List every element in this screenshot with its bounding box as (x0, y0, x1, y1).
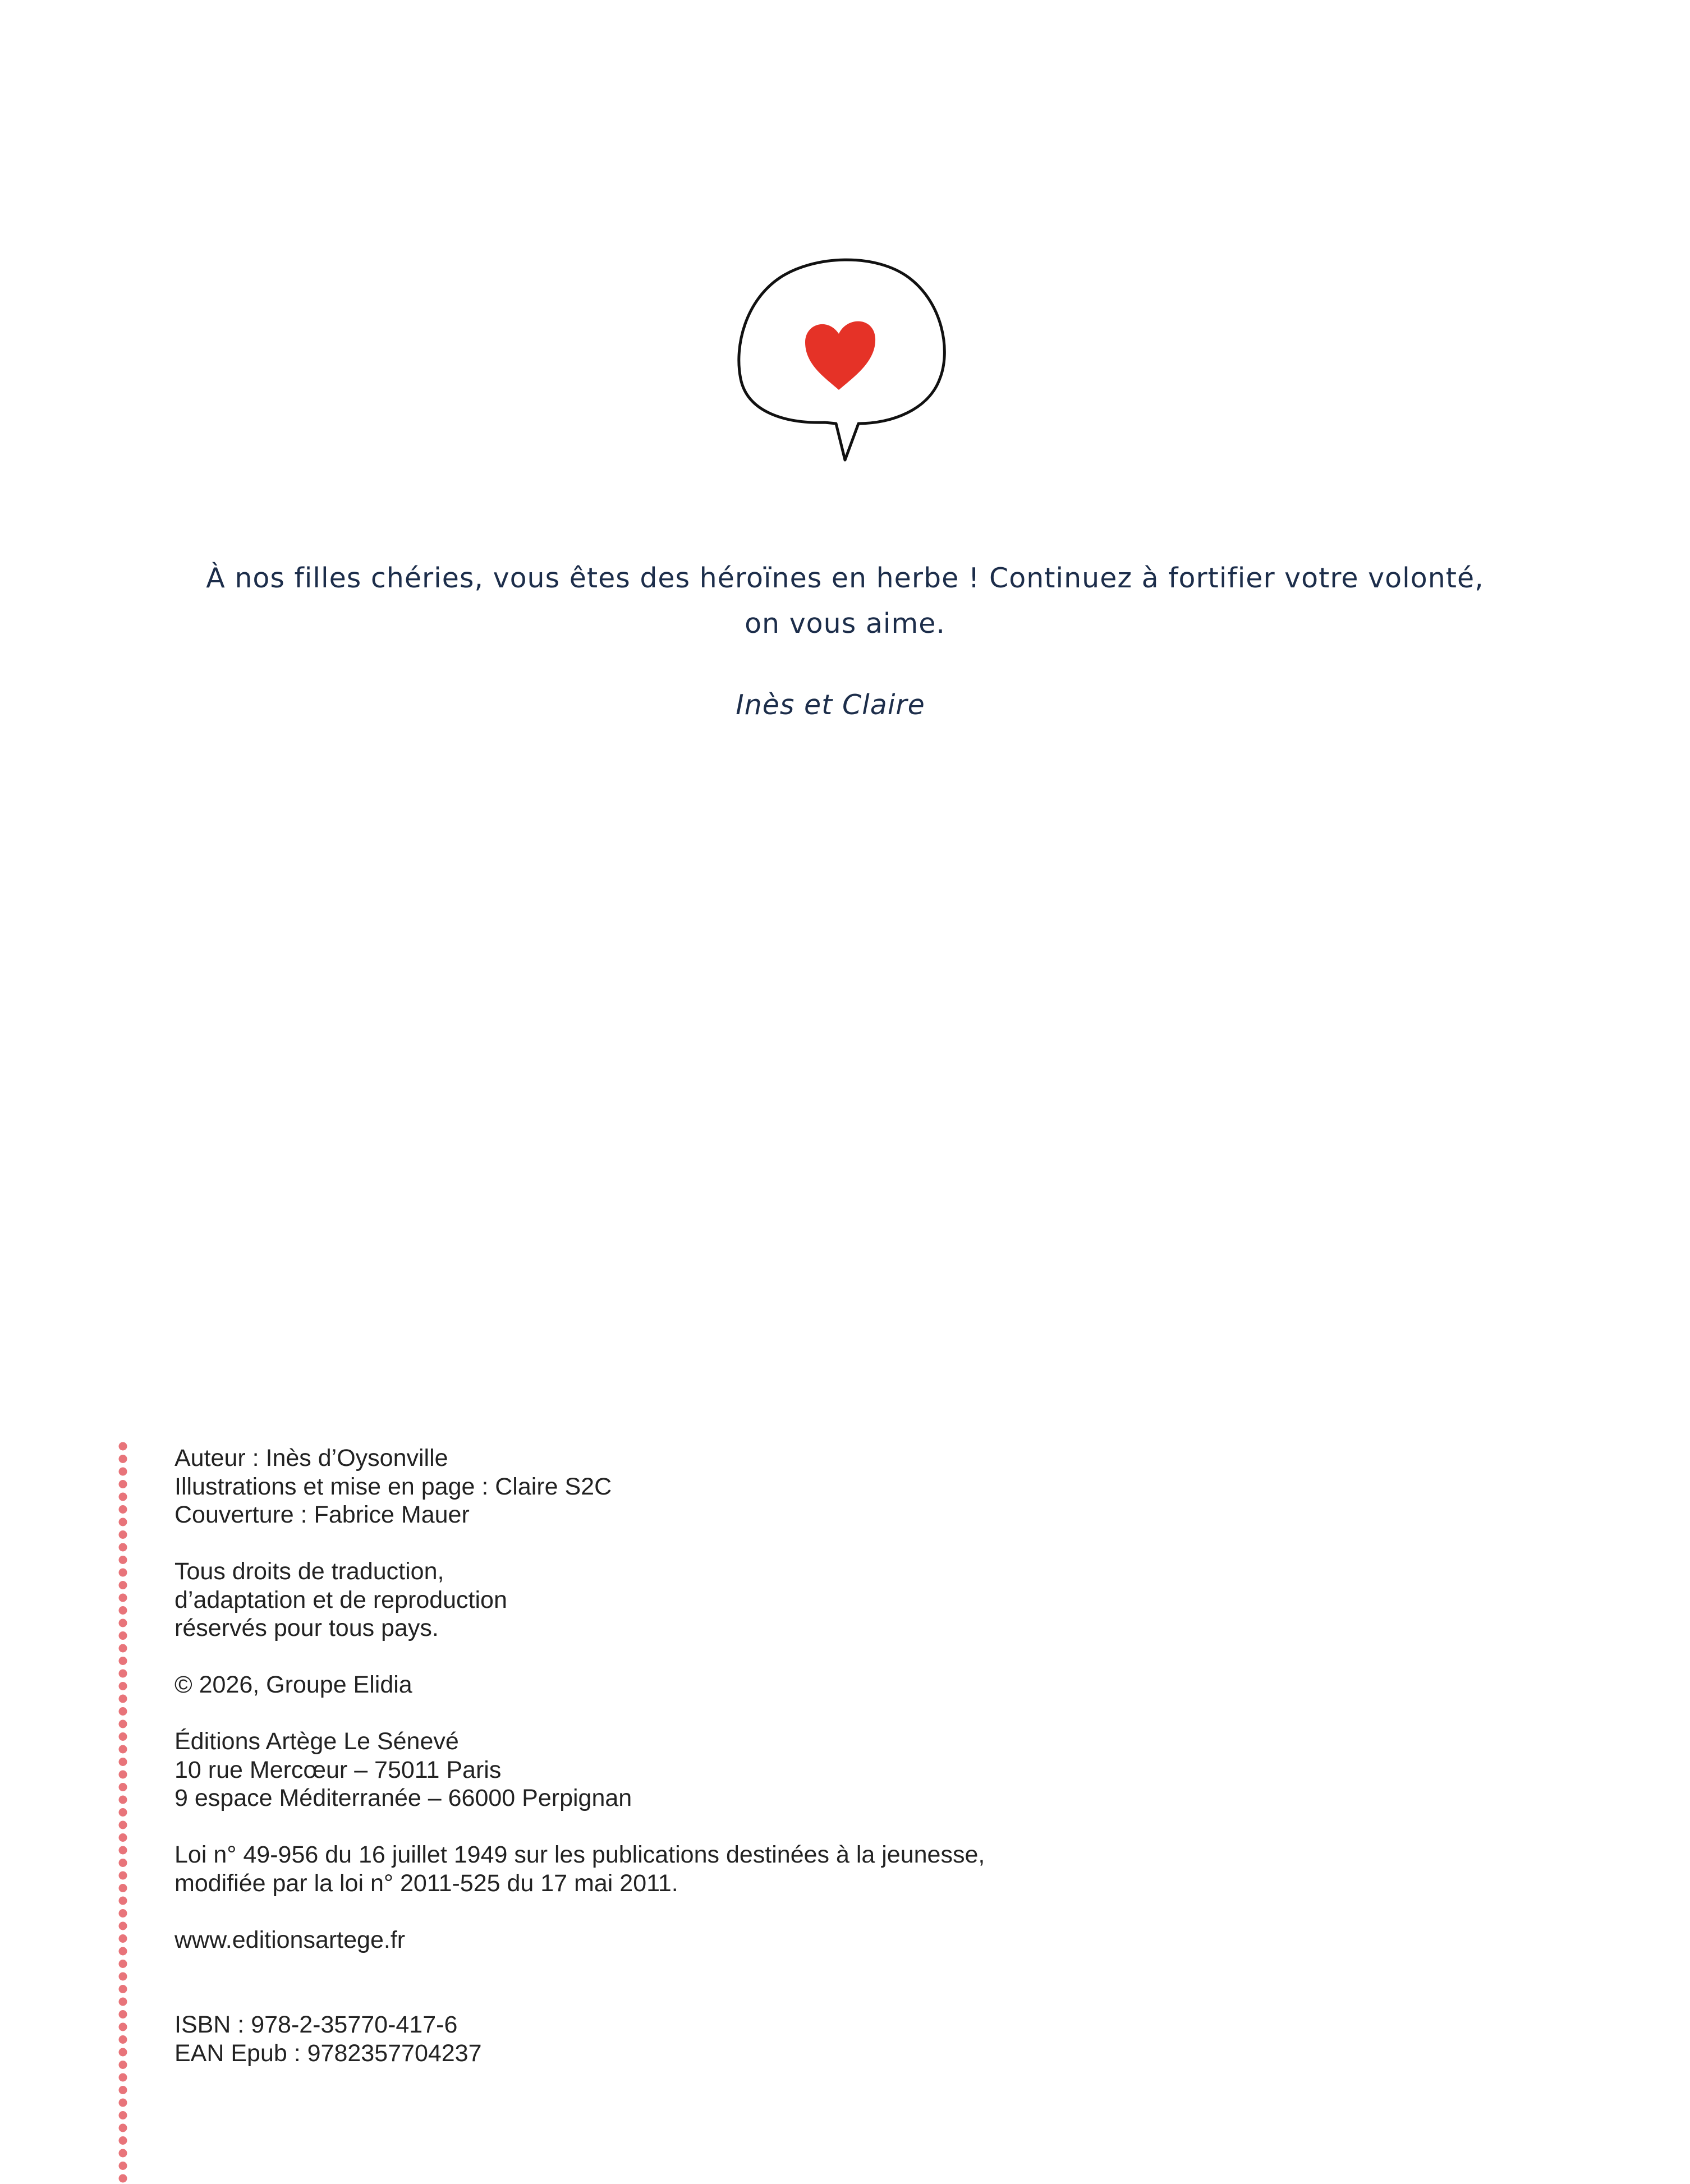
margin-dot (119, 1455, 127, 1463)
margin-dot (119, 1833, 127, 1842)
law-line-2: modifiée par la loi n° 2011-525 du 17 mai 2011. (174, 1869, 678, 1897)
margin-dot (119, 2010, 127, 2019)
margin-dot (119, 1732, 127, 1741)
margin-dot (119, 1480, 127, 1488)
dedication-line-2: on vous aime. (745, 608, 945, 640)
margin-dot (119, 1846, 127, 1855)
margin-dot (119, 1505, 127, 1514)
margin-dot (119, 1556, 127, 1564)
margin-dot (119, 1569, 127, 1577)
margin-dot (119, 2136, 127, 2145)
ean-epub: EAN Epub : 9782357704237 (174, 2039, 482, 2067)
rights-line-2: d’adaptation et de reproduction (174, 1586, 507, 1613)
margin-dot (119, 1619, 127, 1627)
credit-illustrations: Illustrations et mise en page : Claire S2C (174, 1473, 612, 1500)
margin-dot (119, 1695, 127, 1703)
margin-dot (119, 1707, 127, 1716)
margin-dot (119, 1897, 127, 1905)
margin-dot (119, 2035, 127, 2044)
margin-dot (119, 2023, 127, 2031)
credit-cover: Couverture : Fabrice Mauer (174, 1501, 470, 1528)
margin-dot (119, 1468, 127, 1476)
margin-dot (119, 1808, 127, 1817)
margin-dot (119, 1594, 127, 1602)
margin-dot (119, 2086, 127, 2094)
margin-dot (119, 2162, 127, 2170)
margin-dot (119, 2061, 127, 2069)
margin-dot (119, 2048, 127, 2057)
colophon (174, 1444, 1409, 2067)
margin-dot (119, 2111, 127, 2119)
margin-dot (119, 1783, 127, 1791)
margin-dot (119, 1758, 127, 1766)
margin-dot (119, 1872, 127, 1880)
margin-dot (119, 1720, 127, 1728)
margin-dot (119, 1745, 127, 1754)
margin-dot (119, 2099, 127, 2107)
margin-dot (119, 1884, 127, 1892)
margin-dot (119, 1771, 127, 1779)
rights-line-3: réservés pour tous pays. (174, 1615, 439, 1642)
margin-dot (119, 1985, 127, 1993)
margin-dot (119, 1606, 127, 1615)
margin-dot (119, 1960, 127, 1968)
margin-dot (119, 1973, 127, 1981)
speech-bubble-heart-icon (735, 255, 954, 477)
dotted-margin-line (116, 1442, 130, 2184)
margin-dot (119, 1998, 127, 2006)
margin-dot (119, 1631, 127, 1640)
law-line-1: Loi n° 49-956 du 16 juillet 1949 sur les publications destinées à la jeunesse, (174, 1841, 985, 1868)
margin-dot (119, 1821, 127, 1829)
margin-dot (119, 1543, 127, 1552)
margin-dot (119, 1859, 127, 1867)
margin-dot (119, 1493, 127, 1501)
margin-dot (119, 1442, 127, 1451)
rights-line-1: Tous droits de traduction, (174, 1558, 444, 1585)
margin-dot (119, 2073, 127, 2082)
publisher-address-paris: 10 rue Mercœur – 75011 Paris (174, 1756, 502, 1783)
copyright-notice: © 2026, Groupe Elidia (174, 1671, 412, 1698)
margin-dot (119, 2124, 127, 2132)
isbn: ISBN : 978-2-35770-417-6 (174, 2011, 458, 2038)
dedication (0, 555, 1690, 646)
publisher-website: www.editionsartege.fr (174, 1926, 406, 1953)
publisher-address-perpignan: 9 espace Méditerranée – 66000 Perpignan (174, 1785, 632, 1811)
credit-author: Auteur : Inès d’Oysonville (174, 1445, 448, 1472)
dedication-signature: Inès et Claire (736, 689, 925, 721)
margin-dot (119, 1796, 127, 1804)
margin-dot (119, 1670, 127, 1678)
margin-dot (119, 1644, 127, 1653)
margin-dot (119, 1530, 127, 1539)
margin-dot (119, 1657, 127, 1665)
margin-dot (119, 1581, 127, 1589)
margin-dot (119, 2149, 127, 2158)
dedication-line-1: À nos filles chéries, vous êtes des héroïnes en herbe ! Continuez à fortifier votre volonté, (206, 562, 1484, 594)
margin-dot (119, 1922, 127, 1930)
margin-dot (119, 1682, 127, 1690)
margin-dot (119, 1518, 127, 1526)
publisher-name: Éditions Artège Le Sénevé (174, 1728, 459, 1755)
margin-dot (119, 1947, 127, 1956)
margin-dot (119, 1934, 127, 1943)
margin-dot (119, 2174, 127, 2183)
margin-dot (119, 1909, 127, 1918)
